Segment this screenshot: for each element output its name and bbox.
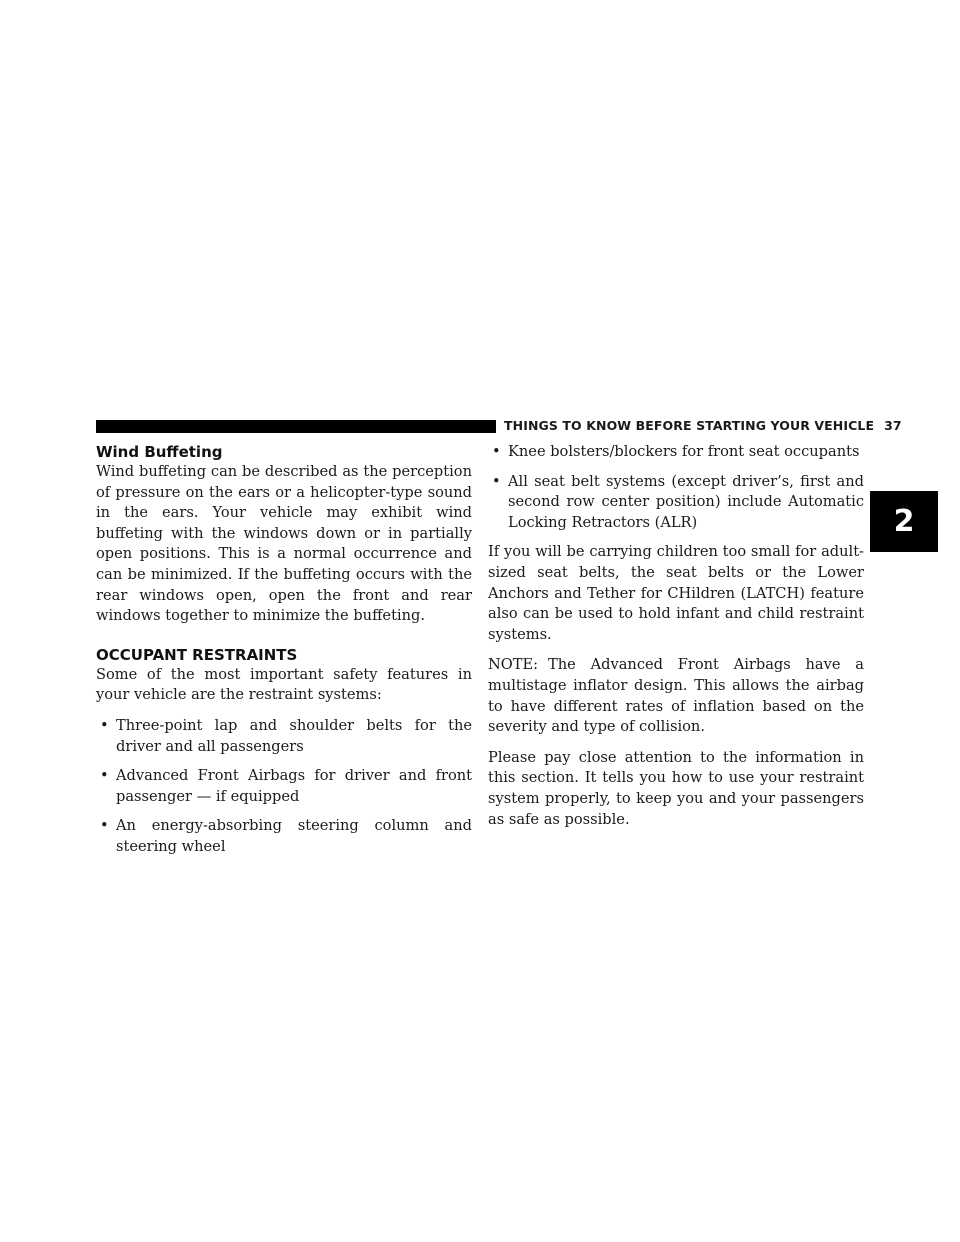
bullet-icon: • bbox=[100, 767, 109, 785]
restraint-list-continued bbox=[488, 442, 864, 533]
bullet-icon: • bbox=[492, 443, 501, 460]
bullet-icon: • bbox=[100, 817, 109, 835]
bullet-icon: • bbox=[492, 472, 501, 490]
wind-buffeting-heading: Wind Buffeting bbox=[96, 443, 223, 461]
occupant-intro-paragraph: Some of the most important safety features in your vehicle are the restraint systems: bbox=[96, 665, 472, 704]
restraint-list bbox=[96, 716, 472, 858]
list-item: • Advanced Front Airbags for driver and front passenger — if equipped bbox=[100, 767, 472, 805]
wind-buffeting-paragraph: Wind buffeting can be described as the perception of pressure on the ears or a helicopter-type sound in the ears. Your vehicle may exhibit wind buffeting with the windows down or in partially open positions. This is a normal occurrence and can be minimized. If the buffeting occurs with the rear windows open, open the front and rear windows together to minimize the buffeting. bbox=[96, 463, 472, 625]
section-title: THINGS TO KNOW BEFORE STARTING YOUR VEHICLE bbox=[504, 418, 875, 433]
note-text: The Advanced Front Airbags have a multistage inflator design. This allows the airbag to have different rates of inflation based on the severity and type of collision. bbox=[488, 656, 864, 736]
attention-paragraph: Please pay close attention to the information in this section. It tells you how to use your restraint system properly, to keep you and your passengers as safe as possible. bbox=[488, 748, 864, 828]
bullet-icon: • bbox=[100, 716, 109, 734]
children-paragraph: If you will be carrying children too small for adult-sized seat belts, the seat belts or the Lower Anchors and Tether for CHildren (LATCH) feature also can be used to hold infant and child restraint systems. bbox=[488, 543, 864, 643]
list-item: • Three-point lap and shoulder belts for the driver and all passengers bbox=[100, 716, 472, 755]
chapter-tab: 2 bbox=[870, 491, 938, 552]
occupant-restraints-heading: OCCUPANT RESTRAINTS bbox=[96, 645, 298, 664]
running-header bbox=[504, 418, 902, 433]
list-item: • All seat belt systems (except driver’s, first and second row center position) include Automatic Locking Retractors (ALR) bbox=[492, 472, 864, 531]
note-paragraph bbox=[488, 655, 864, 737]
note-label: NOTE: bbox=[488, 656, 539, 674]
list-item: • Knee bolsters/blockers for front seat occupants bbox=[488, 442, 864, 463]
header-rule bbox=[96, 420, 496, 433]
page-number: 37 bbox=[884, 418, 902, 433]
list-item: • An energy-absorbing steering column and steering wheel bbox=[100, 817, 472, 855]
right-column bbox=[488, 442, 864, 830]
left-column bbox=[96, 442, 472, 867]
